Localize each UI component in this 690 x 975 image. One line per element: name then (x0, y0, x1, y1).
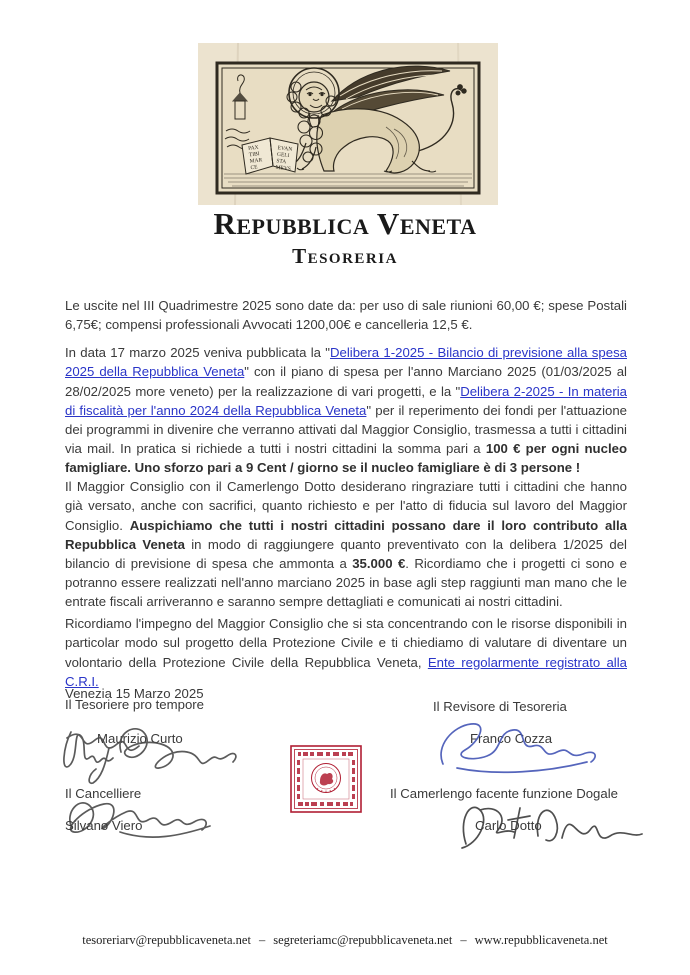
footer (0, 933, 690, 948)
red-seal-stamp (290, 745, 362, 813)
svg-text:EVAN: EVAN (277, 145, 293, 153)
footer-separator: – (258, 933, 266, 947)
title-block (0, 207, 690, 269)
text-segment: . Ricordiamo che i progetti ci sono e potranno essere realizzati nell'anno marciano 2025 in base agli step raggiunti man mano che le entrate fiscali arriveranno e saranno sempre dettagliati e comunicati ai nostri cittadini. (65, 556, 627, 610)
name-carlo-dotto: Carlo Dotto (475, 818, 542, 833)
text-segment: in modo di raggiungere quanto preventivato con la delibera 1/2025 del bilancio di previsione di spesa che ammonta a (65, 536, 627, 571)
letterhead-image (198, 43, 498, 205)
paragraph-protezione-civile (65, 614, 627, 691)
footer-email-segreteria: segreteriamc@repubblicaveneta.net (273, 933, 453, 947)
winged-lion-emblem (198, 43, 498, 205)
svg-text:STA: STA (275, 158, 287, 166)
dateline: Venezia 15 Marzo 2025 (65, 686, 204, 702)
bold-auspichiamo: Auspichiamo che tutti i nostri cittadini possano dare il loro contributo alla Repubblica Veneta (65, 517, 627, 552)
svg-text:MAR: MAR (249, 157, 263, 165)
paragraph-ringraziamento (65, 477, 627, 611)
page-title: Repubblica Veneta (213, 206, 477, 241)
text-segment: Le uscite nel III Quadrimestre 2025 sono date da: per uso di sale riunioni 60,00 €; spese Postali 6,75€; compensi professionali Avvocati 1200,00€ e cancelleria 12,5 €. (65, 298, 627, 333)
svg-text:PAX: PAX (247, 144, 259, 152)
name-franco-cozza: Franco Cozza (470, 731, 553, 746)
role-cancelliere: Il Cancelliere (65, 786, 142, 801)
delibera-2-2025-link[interactable]: Delibera 2-2025 - In materia di fiscalità per l'anno 2024 della Repubblica Veneta (65, 383, 627, 418)
maurizio-curto-signature (57, 714, 242, 786)
paragraph-delibere (65, 343, 627, 477)
paragraph-uscite (65, 296, 627, 334)
bold-total-amount: 35.000 € (352, 556, 406, 571)
footer-separator: – (460, 933, 467, 947)
cri-registration-link[interactable]: Ente regolarmente registrato alla C.R.I. (65, 654, 627, 689)
delibera-1-2025-link[interactable]: Delibera 1-2025 - Bilancio di previsione alla spesa 2025 della Repubblica Veneta (65, 345, 627, 380)
role-camerlengo: Il Camerlengo facente funzione Dogale (390, 786, 618, 801)
text-segment: " per il reperimento dei fondi per l'attuazione dei programmi in divenire che verranno attivati dal Maggior Consiglio, trasmessa a tutti i cittadini via mail. In pratica si richiede a tutti i nostri cittadini la somma pari a (65, 402, 627, 457)
svg-text:MEVS: MEVS (275, 164, 292, 173)
signature-block (65, 690, 625, 905)
bold-contribution-amount: 100 € per ogni nucleo famigliare. Uno sforzo pari a 9 Cent / giorno se il nucleo famigliare è di 3 persone ! (65, 441, 627, 476)
text-segment: In data 17 marzo 2025 veniva pubblicata la " (65, 345, 330, 361)
footer-email-tesoreria: tesoreriarv@repubblicaveneta.net (82, 933, 251, 947)
svg-text:GELI: GELI (276, 151, 290, 160)
role-revisore: Il Revisore di Tesoreria (433, 699, 567, 714)
role-tesoriere: Il Tesoriere pro tempore (65, 697, 205, 712)
franco-cozza-signature (427, 716, 615, 780)
text-segment: Ricordiamo l'impegno del Maggior Consiglio che si sta concentrando con le risorse disponibili in particolar modo sul progetto della Protezione Civile e ti chiediamo di valutare di diventare un volontario della Protezione Civile della Repubblica Veneta, (65, 616, 627, 670)
text-segment: Il Maggior Consiglio con il Camerlengo Dotto desiderano ringraziare tutti i cittadini che hanno già versato, anche con sacrifici, quanto richiesto e per l'atto di fiducia sul lavoro del Maggior Consiglio. (65, 479, 627, 533)
page-subtitle: Tesoreria (292, 243, 398, 268)
name-silvano-viero: Silvano Viero (65, 818, 143, 833)
footer-website: www.repubblicaveneta.net (474, 933, 608, 947)
svg-text:CE: CE (250, 164, 258, 172)
svg-text:TIBI: TIBI (248, 151, 260, 159)
text-segment: " con il piano di spesa per l'anno Marciano 2025 (01/03/2025 al 28/02/2025 more veneto) per la realizzazione di vari progetti, e la " (65, 364, 627, 399)
name-maurizio-curto: Maurizio Curto (97, 731, 183, 746)
